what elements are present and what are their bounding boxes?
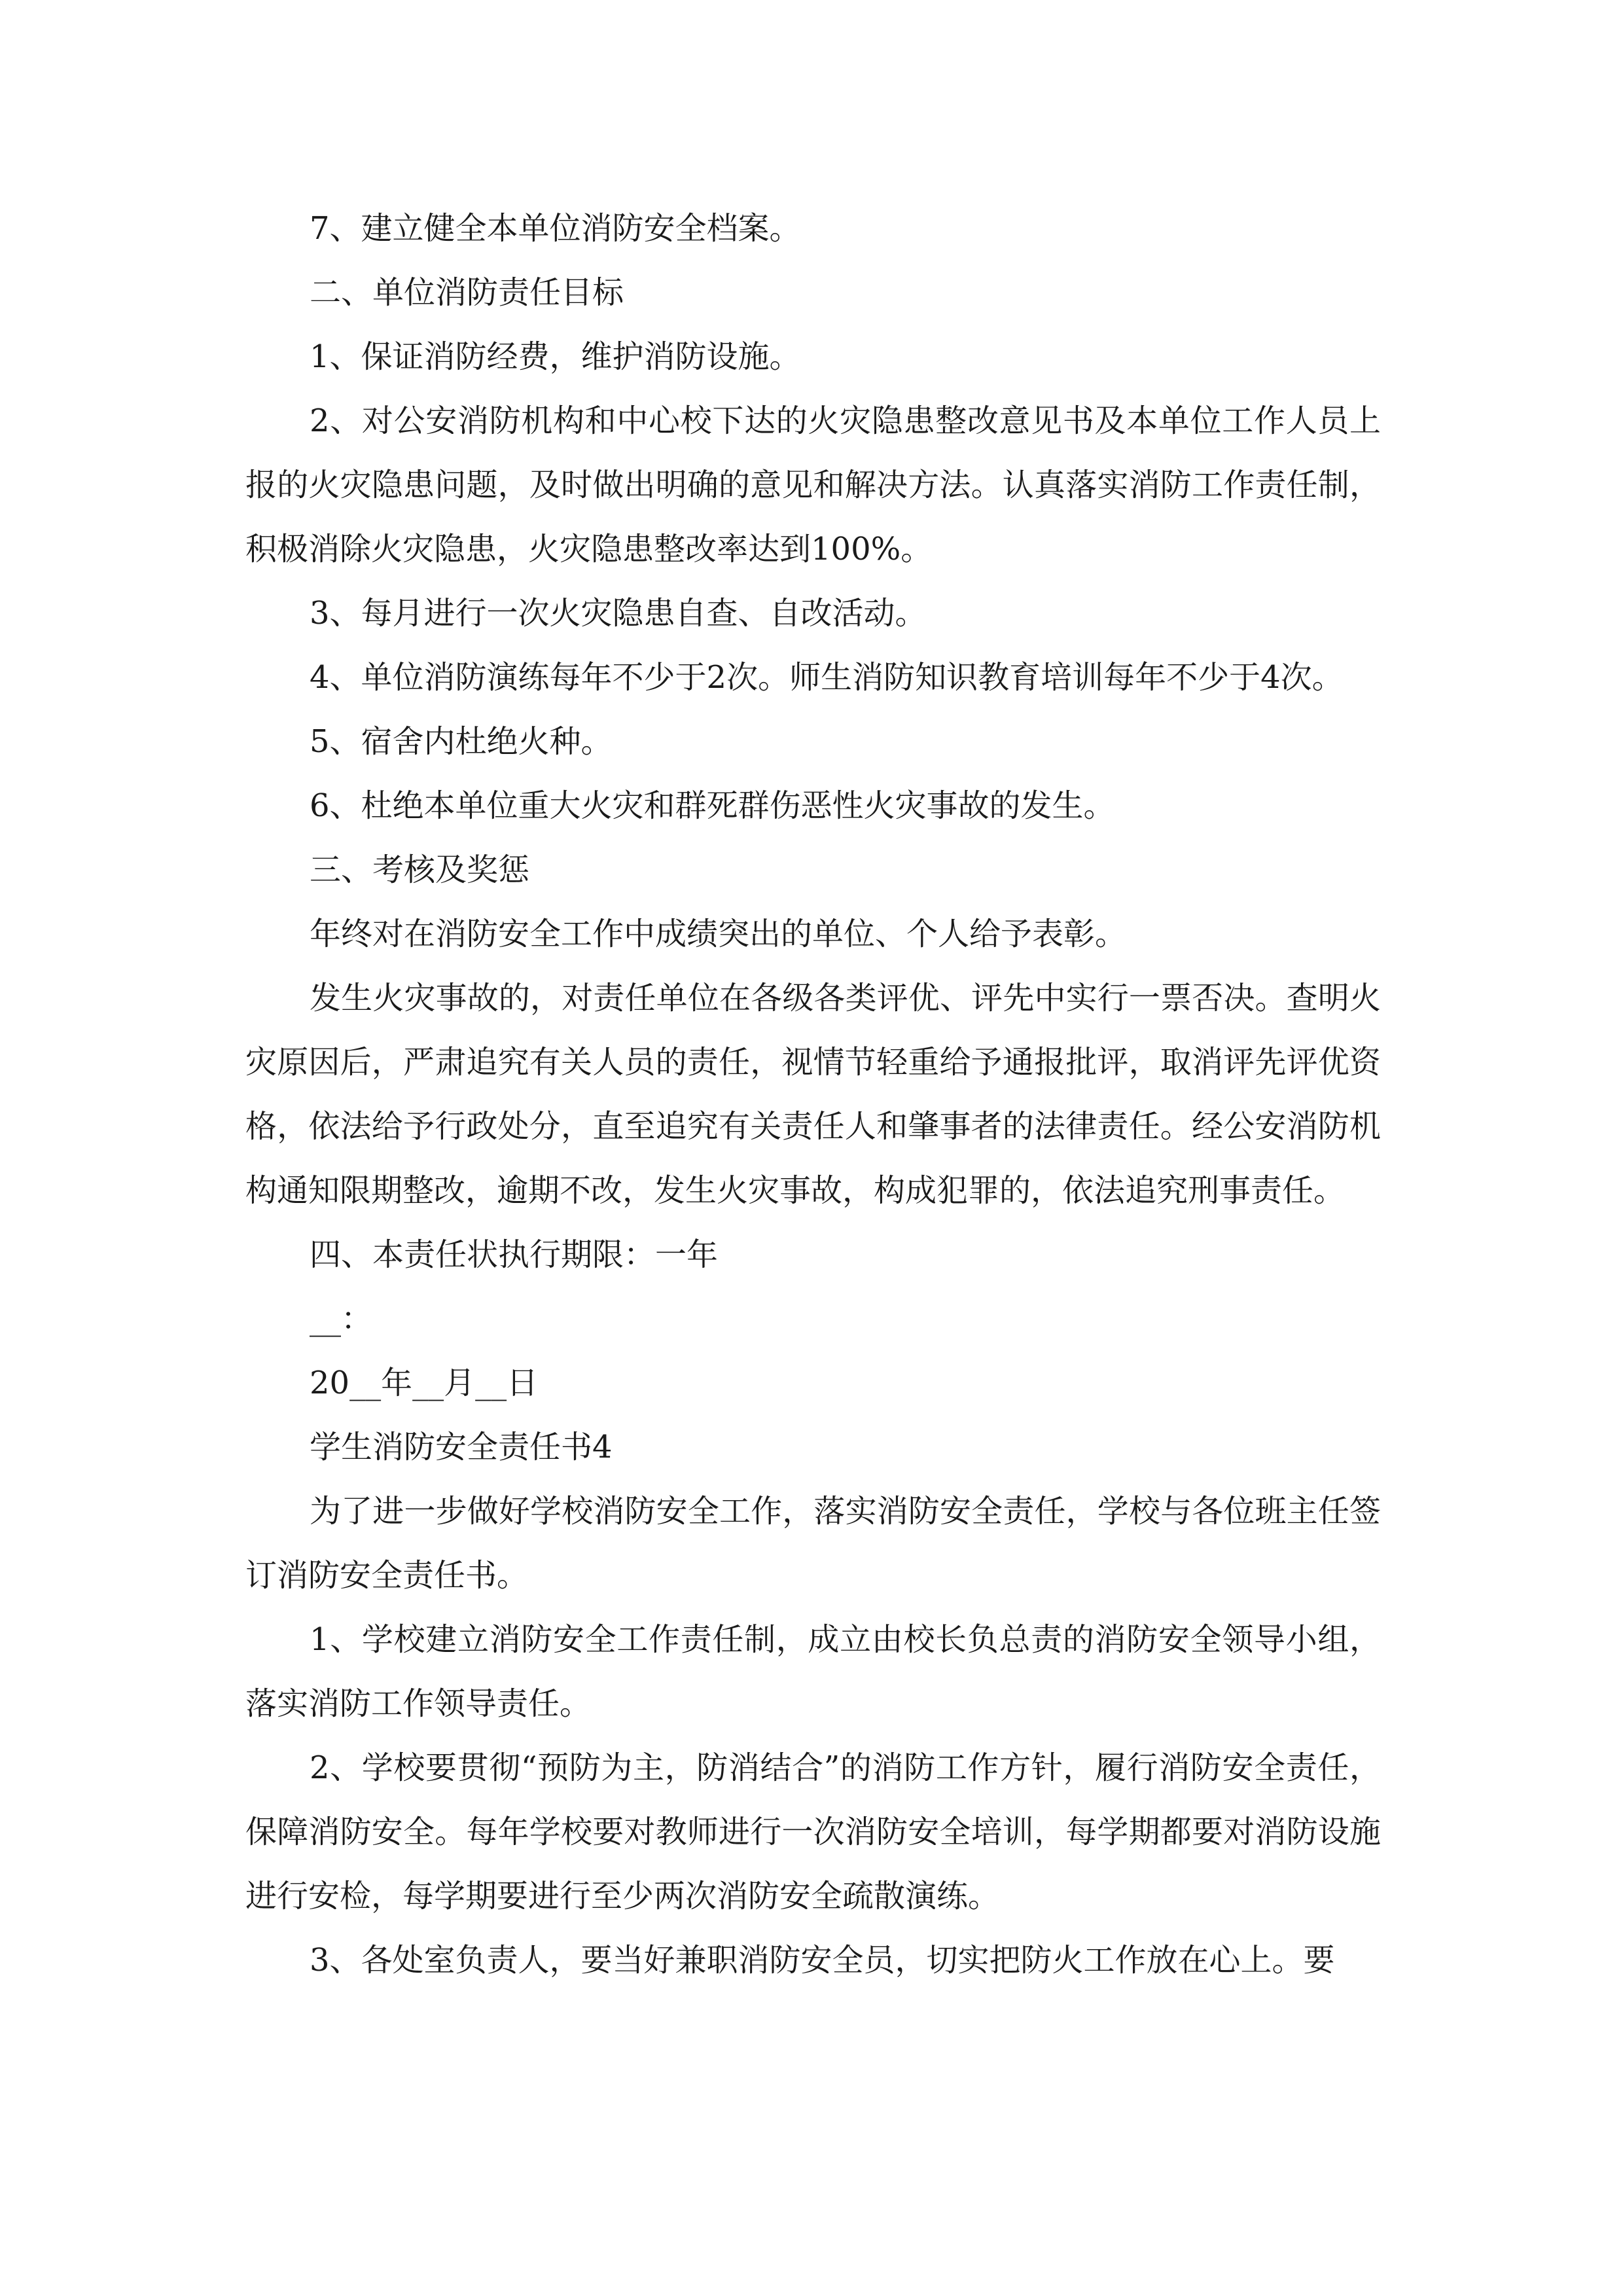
signature-line: __： (310, 1300, 373, 1337)
document-body (245, 196, 1381, 1992)
section-heading: 三、考核及奖惩 (310, 852, 530, 888)
section-heading: 二、单位消防责任目标 (310, 274, 624, 311)
paragraph: 6、杜绝本单位重大火灾和群死群伤恶性火灾事故的发生。 (310, 787, 1115, 824)
paragraph: 3、各处室负责人，要当好兼职消防安全员，切实把防火工作放在心上。要 (310, 1942, 1335, 1979)
paragraph: 年终对在消防安全工作中成绩突出的单位、个人给予表彰。 (310, 916, 1127, 952)
paragraph: 7、建立健全本单位消防安全档案。 (310, 210, 801, 247)
date-line: 20__年__月__日 (310, 1365, 539, 1401)
paragraph: 2、对公安消防机构和中心校下达的火灾隐患整改意见书及本单位工作人员上报的火灾隐患问题，及时做出明确的意见和解决方法。认真落实消防工作责任制，积极消除火灾隐患，火灾隐患整改率达到100%。 (245, 403, 1381, 567)
paragraph: 发生火灾事故的，对责任单位在各级各类评优、评先中实行一票否决。查明火灾原因后，严肃追究有关人员的责任，视情节轻重给予通报批评，取消评先评优资格，依法给予行政处分，直至追究有关责任人和肇事者的法律责任。经公安消防机构通知限期整改，逾期不改，发生火灾事故，构成犯罪的，依法追究刑事责任。 (245, 980, 1381, 1209)
paragraph: 4、单位消防演练每年不少于2次。师生消防知识教育培训每年不少于4次。 (310, 659, 1344, 696)
paragraph: 3、每月进行一次火灾隐患自查、自改活动。 (310, 595, 927, 632)
paragraph: 5、宿舍内杜绝火种。 (310, 723, 613, 760)
paragraph: 为了进一步做好学校消防安全工作，落实消防安全责任，学校与各位班主任签订消防安全责任书。 (245, 1493, 1381, 1594)
paragraph: 1、学校建立消防安全工作责任制，成立由校长负总责的消防安全领导小组，落实消防工作领导责任。 (245, 1621, 1381, 1722)
paragraph: 2、学校要贯彻“预防为主，防消结合”的消防工作方针，履行消防安全责任，保障消防安全。每年学校要对教师进行一次消防安全培训，每学期都要对消防设施进行安检，每学期要进行至少两次消防安全疏散演练。 (245, 1749, 1381, 1914)
document-title: 学生消防安全责任书4 (310, 1429, 613, 1465)
section-heading: 四、本责任状执行期限：一年 (310, 1236, 719, 1273)
paragraph: 1、保证消防经费，维护消防设施。 (310, 338, 801, 375)
